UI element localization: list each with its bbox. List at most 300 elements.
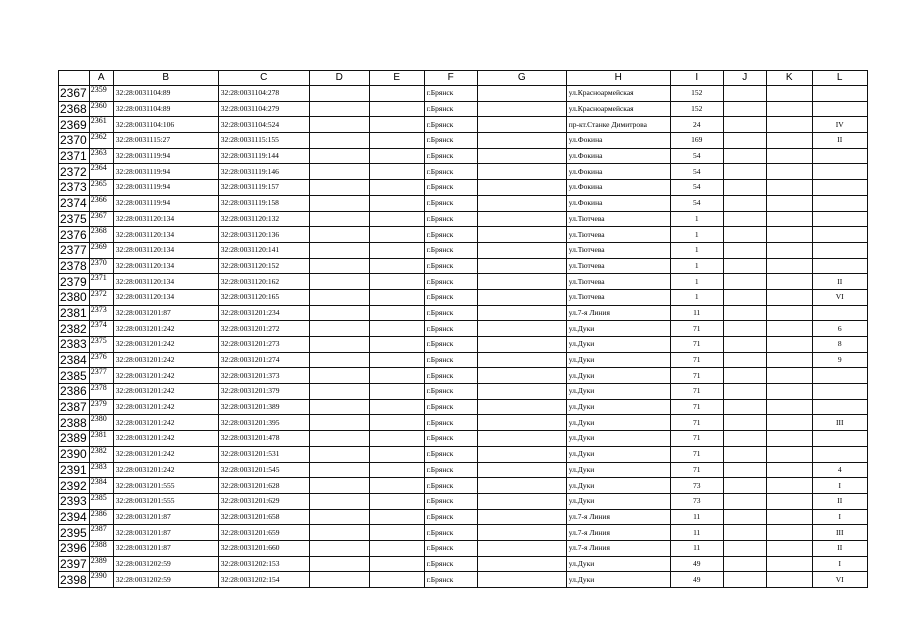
cell-a (89, 86, 113, 102)
cell-e (369, 274, 424, 290)
cell-i-house-number: 71 (670, 415, 723, 431)
cell-h-street: ул.Красноармейская (566, 86, 670, 102)
cell-g (477, 337, 566, 353)
cell-k (766, 556, 812, 572)
cell-k (766, 384, 812, 400)
cell-l-unit: II (812, 133, 867, 149)
cell-f-city: г.Брянск (424, 86, 477, 102)
cell-d (309, 478, 369, 494)
cell-l-unit: I (812, 556, 867, 572)
cell-j (723, 258, 766, 274)
cell-g (477, 195, 566, 211)
cell-c-cadastral-number: 32:28:0031120:132 (218, 211, 309, 227)
cell-b-cadastral-number: 32:28:0031120:134 (113, 227, 218, 243)
cell-g (477, 242, 566, 258)
cell-f-city: г.Брянск (424, 556, 477, 572)
cell-c-cadastral-number: 32:28:0031201:478 (218, 431, 309, 447)
cell-e (369, 195, 424, 211)
cell-i-house-number: 54 (670, 180, 723, 196)
cell-b-cadastral-number: 32:28:0031115:27 (113, 133, 218, 149)
cell-f-city: г.Брянск (424, 478, 477, 494)
table-row (59, 572, 868, 588)
cell-j (723, 462, 766, 478)
cell-a (89, 274, 113, 290)
record-number: 2380 (90, 414, 107, 424)
cell-b-cadastral-number: 32:28:0031201:87 (113, 305, 218, 321)
cell-j (723, 556, 766, 572)
column-header-b: B (113, 71, 218, 86)
cell-d (309, 399, 369, 415)
cell-l-unit (812, 242, 867, 258)
cell-l-unit (812, 195, 867, 211)
cell-c-cadastral-number: 32:28:0031202:153 (218, 556, 309, 572)
table-body (59, 86, 868, 588)
record-number: 2388 (90, 540, 107, 549)
cell-c-cadastral-number: 32:28:0031201:531 (218, 446, 309, 462)
cell-k (766, 227, 812, 243)
row-number: 2382 (59, 321, 90, 337)
cell-d (309, 321, 369, 337)
cell-i-house-number: 71 (670, 431, 723, 447)
cell-d (309, 462, 369, 478)
column-header-c: C (218, 71, 309, 86)
cell-i-house-number: 71 (670, 399, 723, 415)
record-number: 2360 (90, 101, 107, 110)
cell-i-house-number: 11 (670, 540, 723, 556)
record-number: 2377 (90, 367, 107, 377)
table-row (59, 384, 868, 400)
cell-g (477, 180, 566, 196)
cell-h-street: ул.Дуки (566, 462, 670, 478)
cell-l-unit: 9 (812, 352, 867, 368)
cell-g (477, 556, 566, 572)
cell-h-street: ул.Фокина (566, 164, 670, 180)
cell-j (723, 493, 766, 509)
table-row (59, 148, 868, 164)
cell-c-cadastral-number: 32:28:0031201:373 (218, 368, 309, 384)
cell-f-city: г.Брянск (424, 431, 477, 447)
row-number: 2367 (59, 86, 90, 102)
cell-a (89, 211, 113, 227)
cell-k (766, 274, 812, 290)
cell-c-cadastral-number: 32:28:0031201:389 (218, 399, 309, 415)
record-number: 2383 (90, 462, 107, 471)
cell-i-house-number: 54 (670, 164, 723, 180)
record-number: 2378 (90, 383, 107, 393)
row-number: 2377 (59, 242, 90, 258)
cell-k (766, 211, 812, 227)
table-row (59, 337, 868, 353)
column-header-f: F (424, 71, 477, 86)
cell-h-street: ул.Дуки (566, 321, 670, 337)
cell-c-cadastral-number: 32:28:0031201:274 (218, 352, 309, 368)
cell-c-cadastral-number: 32:28:0031201:395 (218, 415, 309, 431)
cell-j (723, 242, 766, 258)
table-row (59, 525, 868, 541)
cell-b-cadastral-number: 32:28:0031120:134 (113, 211, 218, 227)
cell-a (89, 227, 113, 243)
cell-a (89, 337, 113, 353)
cell-l-unit: VI (812, 572, 867, 588)
cell-l-unit (812, 211, 867, 227)
cell-k (766, 133, 812, 149)
cell-a (89, 384, 113, 400)
cell-b-cadastral-number: 32:28:0031201:242 (113, 337, 218, 353)
cell-l-unit: I (812, 509, 867, 525)
cell-i-house-number: 71 (670, 446, 723, 462)
record-number: 2382 (90, 446, 107, 455)
cell-i-house-number: 71 (670, 384, 723, 400)
cell-h-street: ул.Тютчева (566, 211, 670, 227)
cell-i-house-number: 49 (670, 556, 723, 572)
record-number: 2387 (90, 524, 107, 534)
cell-d (309, 368, 369, 384)
cell-i-house-number: 24 (670, 117, 723, 133)
cell-h-street: ул.Тютчева (566, 227, 670, 243)
record-number: 2368 (90, 226, 107, 236)
table-row (59, 415, 868, 431)
cell-a (89, 133, 113, 149)
cell-l-unit: III (812, 525, 867, 541)
cell-f-city: г.Брянск (424, 305, 477, 321)
cell-a (89, 415, 113, 431)
cell-e (369, 337, 424, 353)
cell-b-cadastral-number: 32:28:0031201:242 (113, 415, 218, 431)
cell-f-city: г.Брянск (424, 101, 477, 117)
cell-e (369, 556, 424, 572)
cell-b-cadastral-number: 32:28:0031119:94 (113, 180, 218, 196)
cell-a (89, 148, 113, 164)
cell-e (369, 525, 424, 541)
row-number: 2395 (59, 525, 90, 541)
cell-l-unit (812, 399, 867, 415)
record-number: 2362 (90, 132, 107, 142)
cell-l-unit: II (812, 493, 867, 509)
cell-g (477, 305, 566, 321)
cell-k (766, 305, 812, 321)
cell-h-street: ул.Дуки (566, 572, 670, 588)
cell-f-city: г.Брянск (424, 446, 477, 462)
cell-g (477, 274, 566, 290)
cell-l-unit (812, 368, 867, 384)
cell-k (766, 321, 812, 337)
cell-j (723, 133, 766, 149)
cell-j (723, 337, 766, 353)
cell-i-house-number: 73 (670, 493, 723, 509)
record-number: 2390 (90, 571, 107, 581)
cell-f-city: г.Брянск (424, 117, 477, 133)
cell-k (766, 289, 812, 305)
cell-l-unit: III (812, 415, 867, 431)
table-row (59, 462, 868, 478)
cell-c-cadastral-number: 32:28:0031201:628 (218, 478, 309, 494)
cell-f-city: г.Брянск (424, 133, 477, 149)
cell-d (309, 211, 369, 227)
cell-h-street: ул.Дуки (566, 415, 670, 431)
cell-a (89, 399, 113, 415)
cell-h-street: ул.Тютчева (566, 242, 670, 258)
cell-d (309, 86, 369, 102)
row-number: 2392 (59, 478, 90, 494)
row-number: 2375 (59, 211, 90, 227)
cell-k (766, 148, 812, 164)
cell-g (477, 164, 566, 180)
cell-c-cadastral-number: 32:28:0031104:279 (218, 101, 309, 117)
cell-f-city: г.Брянск (424, 164, 477, 180)
cell-k (766, 431, 812, 447)
cell-c-cadastral-number: 32:28:0031120:152 (218, 258, 309, 274)
table-row (59, 211, 868, 227)
table-row (59, 446, 868, 462)
cell-c-cadastral-number: 32:28:0031201:272 (218, 321, 309, 337)
cell-h-street: ул.Красноармейская (566, 101, 670, 117)
cell-d (309, 509, 369, 525)
cell-b-cadastral-number: 32:28:0031104:89 (113, 86, 218, 102)
row-number: 2374 (59, 195, 90, 211)
cell-a (89, 525, 113, 541)
cell-e (369, 86, 424, 102)
table-row (59, 274, 868, 290)
cell-j (723, 352, 766, 368)
row-number: 2383 (59, 337, 90, 353)
cell-e (369, 572, 424, 588)
cell-k (766, 337, 812, 353)
cell-f-city: г.Брянск (424, 195, 477, 211)
cell-f-city: г.Брянск (424, 258, 477, 274)
column-header-j: J (723, 71, 766, 86)
cell-b-cadastral-number: 32:28:0031201:87 (113, 509, 218, 525)
cell-a (89, 180, 113, 196)
cell-i-house-number: 73 (670, 478, 723, 494)
cell-e (369, 446, 424, 462)
cell-f-city: г.Брянск (424, 352, 477, 368)
record-number: 2376 (90, 352, 107, 361)
cell-h-street: ул.Дуки (566, 493, 670, 509)
cell-e (369, 415, 424, 431)
cell-d (309, 242, 369, 258)
cell-k (766, 478, 812, 494)
cell-b-cadastral-number: 32:28:0031202:59 (113, 556, 218, 572)
column-header-e: E (369, 71, 424, 86)
cell-j (723, 478, 766, 494)
cell-c-cadastral-number: 32:28:0031120:165 (218, 289, 309, 305)
cell-f-city: г.Брянск (424, 493, 477, 509)
cell-d (309, 431, 369, 447)
record-number: 2366 (90, 195, 107, 204)
cell-f-city: г.Брянск (424, 337, 477, 353)
cell-c-cadastral-number: 32:28:0031201:379 (218, 384, 309, 400)
cell-b-cadastral-number: 32:28:0031119:94 (113, 148, 218, 164)
cell-a (89, 462, 113, 478)
cell-h-street: ул.Дуки (566, 337, 670, 353)
row-number: 2390 (59, 446, 90, 462)
cell-j (723, 525, 766, 541)
cell-g (477, 211, 566, 227)
cell-g (477, 368, 566, 384)
cell-a (89, 446, 113, 462)
cell-e (369, 180, 424, 196)
cell-j (723, 509, 766, 525)
cell-b-cadastral-number: 32:28:0031201:242 (113, 431, 218, 447)
record-number: 2370 (90, 258, 107, 267)
table-row (59, 164, 868, 180)
row-number: 2398 (59, 572, 90, 588)
cell-d (309, 337, 369, 353)
table-row (59, 289, 868, 305)
cell-f-city: г.Брянск (424, 321, 477, 337)
cell-g (477, 321, 566, 337)
cell-c-cadastral-number: 32:28:0031201:545 (218, 462, 309, 478)
cell-i-house-number: 11 (670, 305, 723, 321)
record-number: 2369 (90, 242, 107, 251)
cell-k (766, 525, 812, 541)
record-number: 2385 (90, 493, 107, 502)
record-number: 2375 (90, 336, 107, 345)
cell-j (723, 415, 766, 431)
cell-f-city: г.Брянск (424, 384, 477, 400)
row-number: 2387 (59, 399, 90, 415)
cell-k (766, 446, 812, 462)
cell-c-cadastral-number: 32:28:0031201:234 (218, 305, 309, 321)
cell-e (369, 258, 424, 274)
cell-b-cadastral-number: 32:28:0031104:89 (113, 101, 218, 117)
record-number: 2361 (90, 116, 107, 126)
cell-k (766, 368, 812, 384)
cell-d (309, 164, 369, 180)
cell-c-cadastral-number: 32:28:0031119:146 (218, 164, 309, 180)
cell-d (309, 415, 369, 431)
cell-l-unit (812, 180, 867, 196)
cell-a (89, 164, 113, 180)
cell-a (89, 305, 113, 321)
table-row (59, 180, 868, 196)
cell-c-cadastral-number: 32:28:0031120:136 (218, 227, 309, 243)
cell-j (723, 368, 766, 384)
cell-c-cadastral-number: 32:28:0031104:278 (218, 86, 309, 102)
cell-j (723, 305, 766, 321)
cell-b-cadastral-number: 32:28:0031120:134 (113, 289, 218, 305)
record-number: 2363 (90, 148, 107, 157)
cell-i-house-number: 11 (670, 509, 723, 525)
cell-l-unit (812, 384, 867, 400)
record-number: 2379 (90, 399, 107, 408)
cell-g (477, 258, 566, 274)
record-number: 2365 (90, 179, 107, 189)
cell-e (369, 384, 424, 400)
cell-h-street: ул.Дуки (566, 399, 670, 415)
cell-g (477, 289, 566, 305)
cell-g (477, 509, 566, 525)
register-table (58, 70, 868, 588)
cell-l-unit (812, 305, 867, 321)
cell-d (309, 352, 369, 368)
cell-a (89, 117, 113, 133)
cell-g (477, 540, 566, 556)
cell-a (89, 289, 113, 305)
cell-i-house-number: 71 (670, 337, 723, 353)
cell-j (723, 321, 766, 337)
row-number: 2370 (59, 133, 90, 149)
cell-b-cadastral-number: 32:28:0031201:87 (113, 525, 218, 541)
table-row (59, 321, 868, 337)
cell-f-city: г.Брянск (424, 525, 477, 541)
cell-i-house-number: 1 (670, 258, 723, 274)
cell-b-cadastral-number: 32:28:0031201:555 (113, 493, 218, 509)
column-header-l: L (812, 71, 867, 86)
cell-l-unit: 6 (812, 321, 867, 337)
cell-h-street: пр-кт.Станке Димитрова (566, 117, 670, 133)
cell-g (477, 446, 566, 462)
cell-e (369, 164, 424, 180)
cell-j (723, 446, 766, 462)
cell-l-unit (812, 148, 867, 164)
cell-e (369, 431, 424, 447)
record-number: 2386 (90, 509, 107, 518)
cell-k (766, 415, 812, 431)
cell-c-cadastral-number: 32:28:0031201:629 (218, 493, 309, 509)
cell-i-house-number: 152 (670, 101, 723, 117)
cell-c-cadastral-number: 32:28:0031201:273 (218, 337, 309, 353)
cell-h-street: ул.Дуки (566, 478, 670, 494)
cell-b-cadastral-number: 32:28:0031201:242 (113, 384, 218, 400)
cell-l-unit: 8 (812, 337, 867, 353)
column-header-g: G (477, 71, 566, 86)
cell-d (309, 133, 369, 149)
cell-c-cadastral-number: 32:28:0031119:144 (218, 148, 309, 164)
cell-h-street: ул.Фокина (566, 180, 670, 196)
row-number: 2388 (59, 415, 90, 431)
record-number: 2384 (90, 477, 107, 487)
cell-d (309, 493, 369, 509)
cell-f-city: г.Брянск (424, 180, 477, 196)
cell-k (766, 164, 812, 180)
cell-g (477, 117, 566, 133)
table-row (59, 242, 868, 258)
row-number: 2380 (59, 289, 90, 305)
cell-h-street: ул.7-я Линия (566, 305, 670, 321)
record-number: 2359 (90, 85, 107, 94)
cell-k (766, 352, 812, 368)
cell-h-street: ул.7-я Линия (566, 509, 670, 525)
table-row (59, 86, 868, 102)
cell-i-house-number: 71 (670, 321, 723, 337)
cell-l-unit: IV (812, 117, 867, 133)
row-number: 2373 (59, 180, 90, 196)
cell-k (766, 493, 812, 509)
cell-k (766, 101, 812, 117)
table-row (59, 478, 868, 494)
cell-f-city: г.Брянск (424, 211, 477, 227)
cell-g (477, 493, 566, 509)
cell-d (309, 101, 369, 117)
cell-b-cadastral-number: 32:28:0031201:87 (113, 540, 218, 556)
cell-g (477, 101, 566, 117)
cell-j (723, 101, 766, 117)
cell-d (309, 446, 369, 462)
row-number: 2372 (59, 164, 90, 180)
cell-b-cadastral-number: 32:28:0031104:106 (113, 117, 218, 133)
cell-d (309, 117, 369, 133)
cell-f-city: г.Брянск (424, 289, 477, 305)
cell-h-street: ул.Тютчева (566, 289, 670, 305)
cell-d (309, 556, 369, 572)
cell-i-house-number: 152 (670, 86, 723, 102)
cell-k (766, 572, 812, 588)
cell-a (89, 431, 113, 447)
cell-b-cadastral-number: 32:28:0031120:134 (113, 274, 218, 290)
cell-h-street: ул.Тютчева (566, 274, 670, 290)
table-row (59, 133, 868, 149)
